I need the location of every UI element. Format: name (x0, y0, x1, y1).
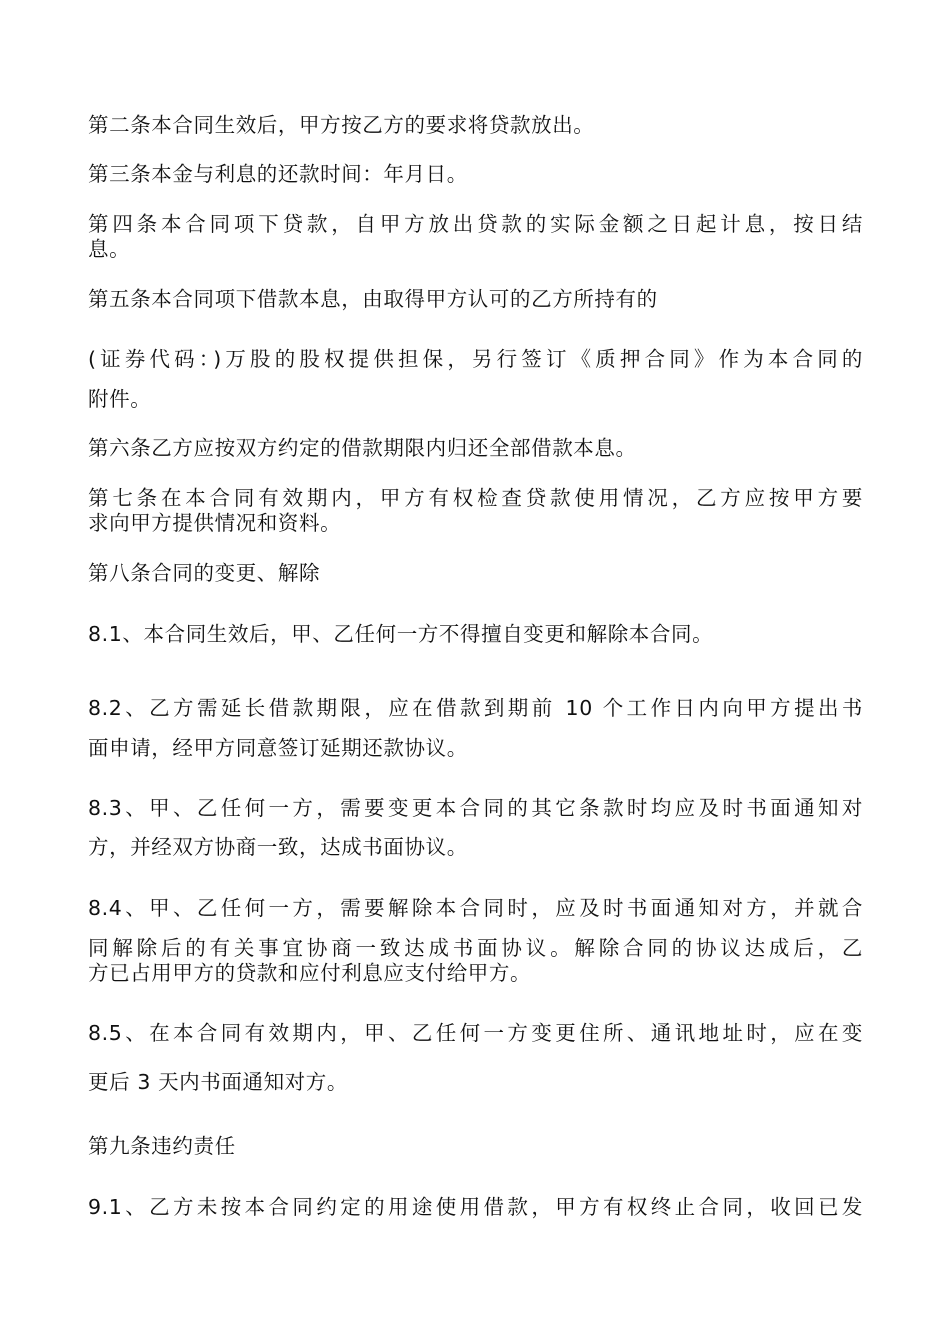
article-4-text-line-1: 第四条本合同项下贷款，自甲方放出贷款的实际金额之日起计息，按日结 (88, 212, 863, 236)
clause-8-5-text-line-1: 8.5、在本合同有效期内，甲、乙任何一方变更住所、通讯地址时，应在变 (88, 1021, 863, 1045)
article-2-text: 第二条本合同生效后，甲方按乙方的要求将贷款放出。 (88, 113, 595, 137)
article-5-text-line-1: 第五条本合同项下借款本息，由取得甲方认可的乙方所持有的 (88, 287, 658, 311)
article-6-text: 第六条乙方应按双方约定的借款期限内归还全部借款本息。 (88, 436, 637, 460)
clause-8-2-text-line-1: 8.2、乙方需延长借款期限，应在借款到期前 10 个工作日内向甲方提出书 (88, 696, 863, 720)
clause-8-2-text-line-2: 面申请，经甲方同意签订延期还款协议。 (88, 736, 468, 760)
article-7-text-line-1: 第七条在本合同有效期内，甲方有权检查贷款使用情况，乙方应按甲方要 (88, 486, 863, 510)
clause-8-4-text-line-1: 8.4、甲、乙任何一方，需要解除本合同时，应及时书面通知对方，并就合 (88, 896, 863, 920)
article-4-text-line-2: 息。 (88, 237, 131, 261)
article-9-heading: 第九条违约责任 (88, 1134, 236, 1158)
clause-8-4-text-line-2: 同解除后的有关事宜协商一致达成书面协议。解除合同的协议达成后，乙 (88, 936, 863, 960)
clause-8-1-text: 8.1、本合同生效后，甲、乙任何一方不得擅自变更和解除本合同。 (88, 622, 714, 646)
article-8-heading: 第八条合同的变更、解除 (88, 561, 321, 585)
article-5-text-line-3: 附件。 (88, 387, 152, 411)
clause-9-1-text: 9.1、乙方未按本合同约定的用途使用借款，甲方有权终止合同，收回已发 (88, 1195, 863, 1219)
article-3-text: 第三条本金与利息的还款时间：年月日。 (88, 162, 468, 186)
clause-8-5-text-line-2: 更后 3 天内书面通知对方。 (88, 1070, 348, 1094)
article-7-text-line-2: 求向甲方提供情况和资料。 (88, 511, 342, 535)
clause-8-3-text-line-1: 8.3、甲、乙任何一方，需要变更本合同的其它条款时均应及时书面通知对 (88, 796, 863, 820)
clause-8-4-text-line-3: 方已占用甲方的贷款和应付利息应支付给甲方。 (88, 961, 532, 985)
clause-8-3-text-line-2: 方，并经双方协商一致，达成书面协议。 (88, 835, 468, 859)
article-5-text-line-2: (证券代码：)万股的股权提供担保，另行签订《质押合同》作为本合同的 (88, 347, 863, 371)
